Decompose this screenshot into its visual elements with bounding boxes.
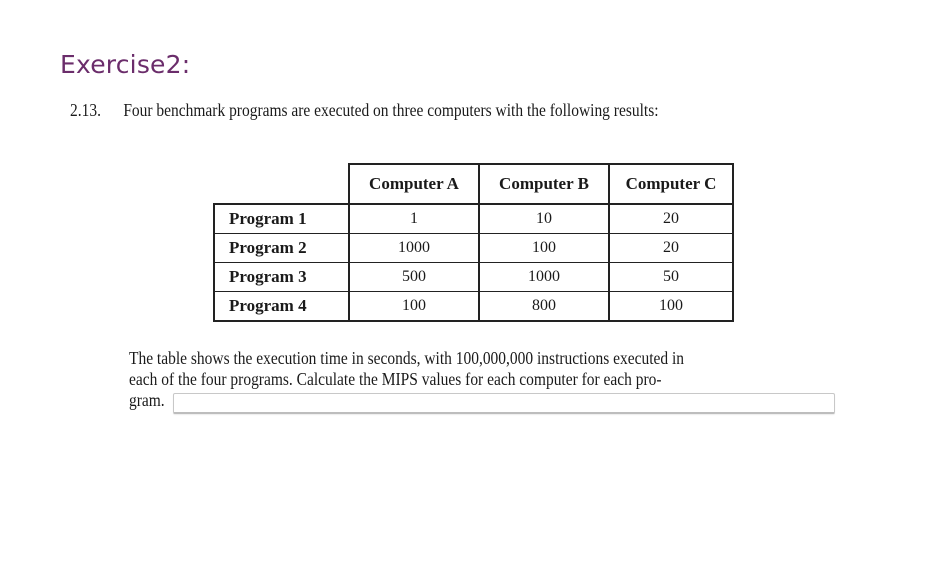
answer-input[interactable] xyxy=(173,393,835,414)
table-cell: 20 xyxy=(609,204,733,234)
table-row xyxy=(214,234,733,263)
table-cell: 800 xyxy=(479,292,609,322)
paragraph-line: gram. xyxy=(129,390,165,410)
table-cell: 100 xyxy=(479,234,609,263)
table-row xyxy=(214,204,733,234)
paragraph-line: The table shows the execution time in seconds, with 100,000,000 instructions executed in xyxy=(129,348,685,368)
table-corner-cell xyxy=(214,164,349,204)
table-row xyxy=(214,263,733,292)
table-cell: 1 xyxy=(349,204,479,234)
header-computer-a: Computer A xyxy=(349,164,479,204)
table-cell: 50 xyxy=(609,263,733,292)
row-label: Program 4 xyxy=(214,292,349,322)
table-cell: 500 xyxy=(349,263,479,292)
table-cell: 100 xyxy=(349,292,479,322)
problem-statement xyxy=(70,100,659,121)
row-label: Program 1 xyxy=(214,204,349,234)
table-cell: 1000 xyxy=(479,263,609,292)
row-label: Program 2 xyxy=(214,234,349,263)
header-computer-c: Computer C xyxy=(609,164,733,204)
table-cell: 1000 xyxy=(349,234,479,263)
table-cell: 10 xyxy=(479,204,609,234)
benchmark-table xyxy=(213,163,734,322)
header-computer-b: Computer B xyxy=(479,164,609,204)
table-row xyxy=(214,292,733,322)
table-cell: 20 xyxy=(609,234,733,263)
row-label: Program 3 xyxy=(214,263,349,292)
problem-text: Four benchmark programs are executed on three computers with the following results: xyxy=(123,100,659,120)
paragraph-line: each of the four programs. Calculate the MIPS values for each computer for each pro- xyxy=(129,369,662,389)
table-header-row xyxy=(214,164,733,204)
table-cell: 100 xyxy=(609,292,733,322)
problem-number: 2.13. xyxy=(70,100,101,120)
slide-title: Exercise2: xyxy=(60,50,191,79)
